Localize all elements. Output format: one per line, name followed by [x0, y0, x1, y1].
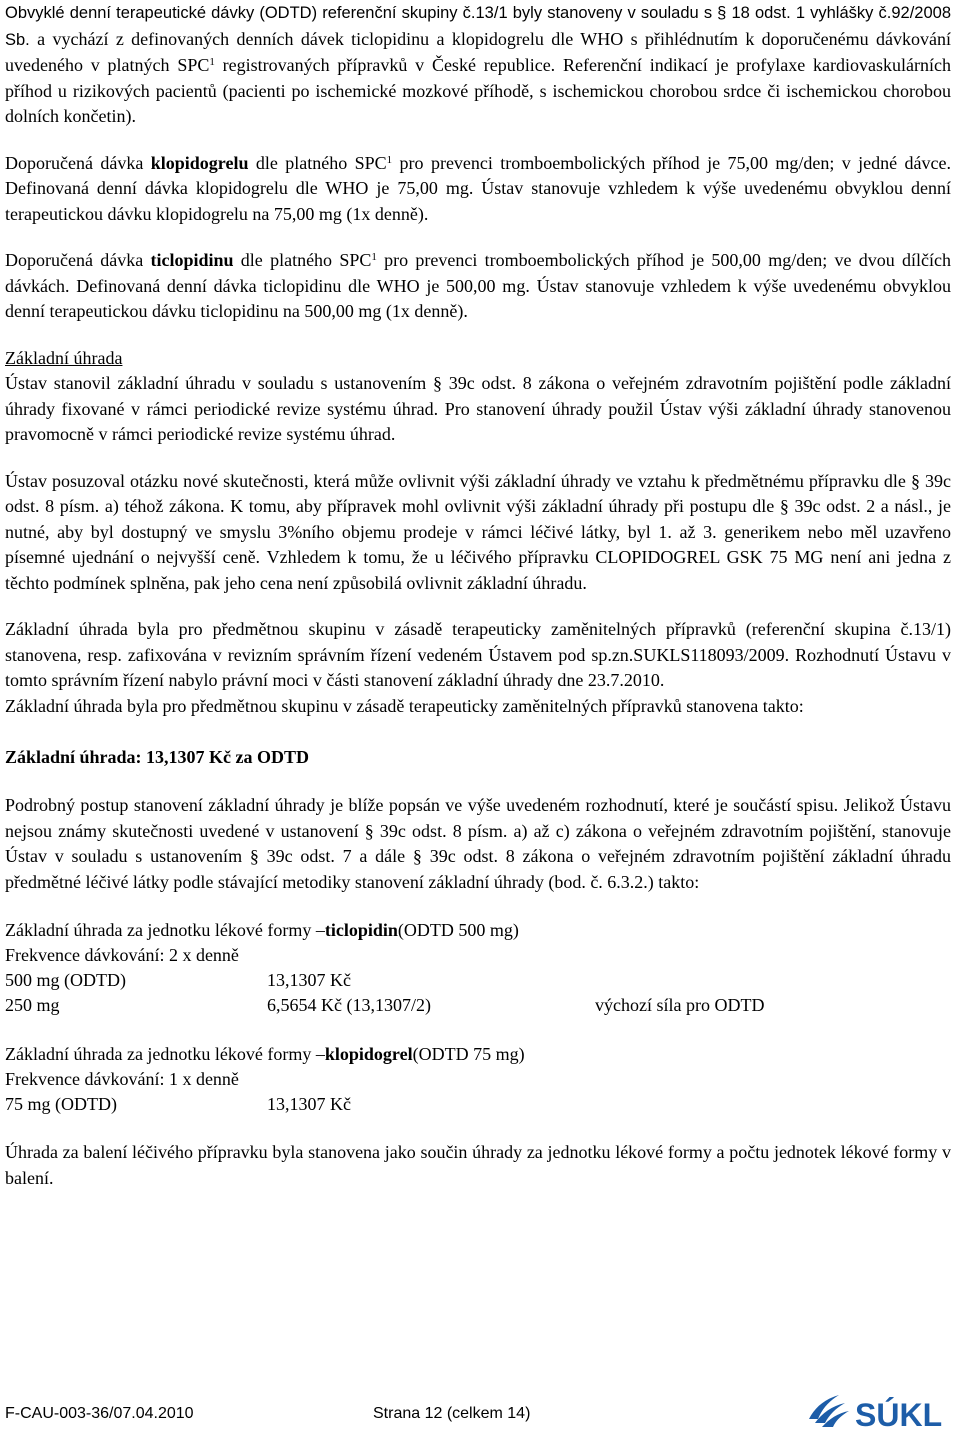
table-row: 500 mg (ODTD) 13,1307 Kč: [5, 970, 351, 990]
table-row: 250 mg 6,5654 Kč (13,1307/2) výchozí síla pro ODTD: [5, 995, 765, 1015]
block-klopidogrel: [5, 1042, 951, 1117]
block-title: Základní úhrada za jednotku lékové formy – ticlopidin (ODTD 500 mg): [5, 920, 519, 940]
dosing-frequency: Frekvence dávkování: 2 x denně: [5, 945, 239, 965]
paragraph-base-reimbursement: Ústav stanovil základní úhradu v souladu s ustanovením § 39c odst. 8 zákona o veřejném zdravotním pojištění podle základní úhrady fixované v rámci periodické revize systému úhrad. Pro stanovení úhrady použil Ústav výši základní úhrady stanovenou pravomocně v rámci periodické revize systému úhrad.: [5, 373, 951, 444]
block-ticlopidin: [5, 918, 951, 1018]
paragraph-method: Podrobný postup stanovení základní úhrady je blíže popsán ve výše uvedeném rozhodnutí, které je součástí spisu. Jelikož Ústavu nejsou známy skutečnosti uvedené v ustanovení § 39c odst. 8 písm. a) až c) zákona o veřejném zdravotním pojištění, stanovuje Ústav v souladu s ustanovením § 39c odst. 7 a dále § 39c odst. 8 zákona o veřejném zdravotním pojištění základní úhradu předmětné léčivé látky podle stávající metodiky stanovení základní úhrady (bod. č. 6.3.2.) takto:: [5, 795, 951, 892]
logo-text: SÚKL: [855, 1397, 943, 1431]
paragraph-ticlopidin-dose: Doporučená dávka ticlopidinu dle platného SPC$^1$ pro prevenci tromboembolických příhod je 500,00 mg/den; ve dvou dílčích dávkách. Definovaná denní dávka ticlopidinu dle WHO je 500,00 mg. Ústav stanovuje vzhledem k výše uvedenému obvyklou denní terapeutickou dávku ticlopidinu na 500,00 mg (1x denně).: [5, 250, 951, 321]
result-line: Základní úhrada: 13,1307 Kč za ODTD: [5, 747, 310, 767]
page-number: Strana 12 (celkem 14): [373, 1405, 531, 1422]
block-title: Základní úhrada za jednotku lékové formy – klopidogrel (ODTD 75 mg): [5, 1044, 525, 1064]
paragraph-reference-group: Základní úhrada byla pro předmětnou skupinu v zásadě terapeuticky zaměnitelných přípravků (referenční skupina č.13/1) stanovena, resp. zafixována v revizním správním řízení vedeném Ústavem pod sp.zn.SUKLS118093/2009. Rozhodnutí Ústavu v tomto správním řízení nabylo právní moci v části stanovení základní úhrady dne 23.7.2010.: [5, 619, 951, 690]
document-page: [5, 0, 951, 1191]
form-code: F-CAU-003-36/07.04.2010: [5, 1405, 194, 1422]
page-footer: [5, 1397, 955, 1431]
paragraph-new-facts: Ústav posuzoval otázku nové skutečnosti, která může ovlivnit výši základní úhrady ve vztahu k předmětnému přípravku dle § 39c odst. 8 písm. a) téhož zákona. K tomu, aby přípravek mohl ovlivnit výši základní úhrady při postupu dle § 39c odst. 2 a násl., je nutné, aby byl dostupný ve smyslu 3%ního objemu prodeje v rámci léčivé látky, byl 1. až 3. generikem nebo měl uzavřeno písemné ujednání o nejvyšší ceně. Vzhledem k tomu, že u léčivého přípravku CLOPIDOGREL GSK 75 MG není ani jedna z těchto podmínek splněna, pak jeho cena není způsobilá ovlivnit základní úhradu.: [5, 470, 951, 593]
paragraph-odtd: Obvyklé denní terapeutické dávky (ODTD) referenční skupiny č.13/1 byly stanoveny v souladu s § 18 odst. 1 vyhlášky č.92/2008 Sb. a vychází z definovaných denních dávek ticlopidinu a klopidogrelu dle WHO s přihlédnutím k doporučenému dávkování uvedeného v platných SPC$^1$ registrovaných přípravků v České republice. Referenční indikací je profylaxe kardiovaskulárních příhod u rizikových pacientů (pacienti po ischemické mozkové příhodě, s ischemickou chorobou srdce či ischemickou chorobou dolních končetin).: [5, 4, 951, 126]
sukl-logo: [805, 1389, 960, 1431]
dosing-frequency: Frekvence dávkování: 1 x denně: [5, 1069, 239, 1089]
table-row: 75 mg (ODTD) 13,1307 Kč: [5, 1094, 351, 1114]
paragraph-established: Základní úhrada byla pro předmětnou skupinu v zásadě terapeuticky zaměnitelných přípravků stanovena takto:: [5, 695, 804, 716]
paragraph-package-reimbursement: Úhrada za balení léčivého přípravku byla stanovena jako součin úhrady za jednotku lékové formy a počtu jednotek lékové formy v balení.: [5, 1142, 951, 1188]
section-heading: Základní úhrada: [5, 347, 123, 368]
paragraph-klopidogrel-dose: Doporučená dávka klopidogrelu dle platného SPC$^1$ pro prevenci tromboembolických příhod je 75,00 mg/den; v jedné dávce. Definovaná denní dávka klopidogrelu dle WHO je 75,00 mg. Ústav stanovuje vzhledem k výše uvedenému obvyklou denní terapeutickou dávku klopidogrelu na 75,00 mg (1x denně).: [5, 152, 951, 224]
